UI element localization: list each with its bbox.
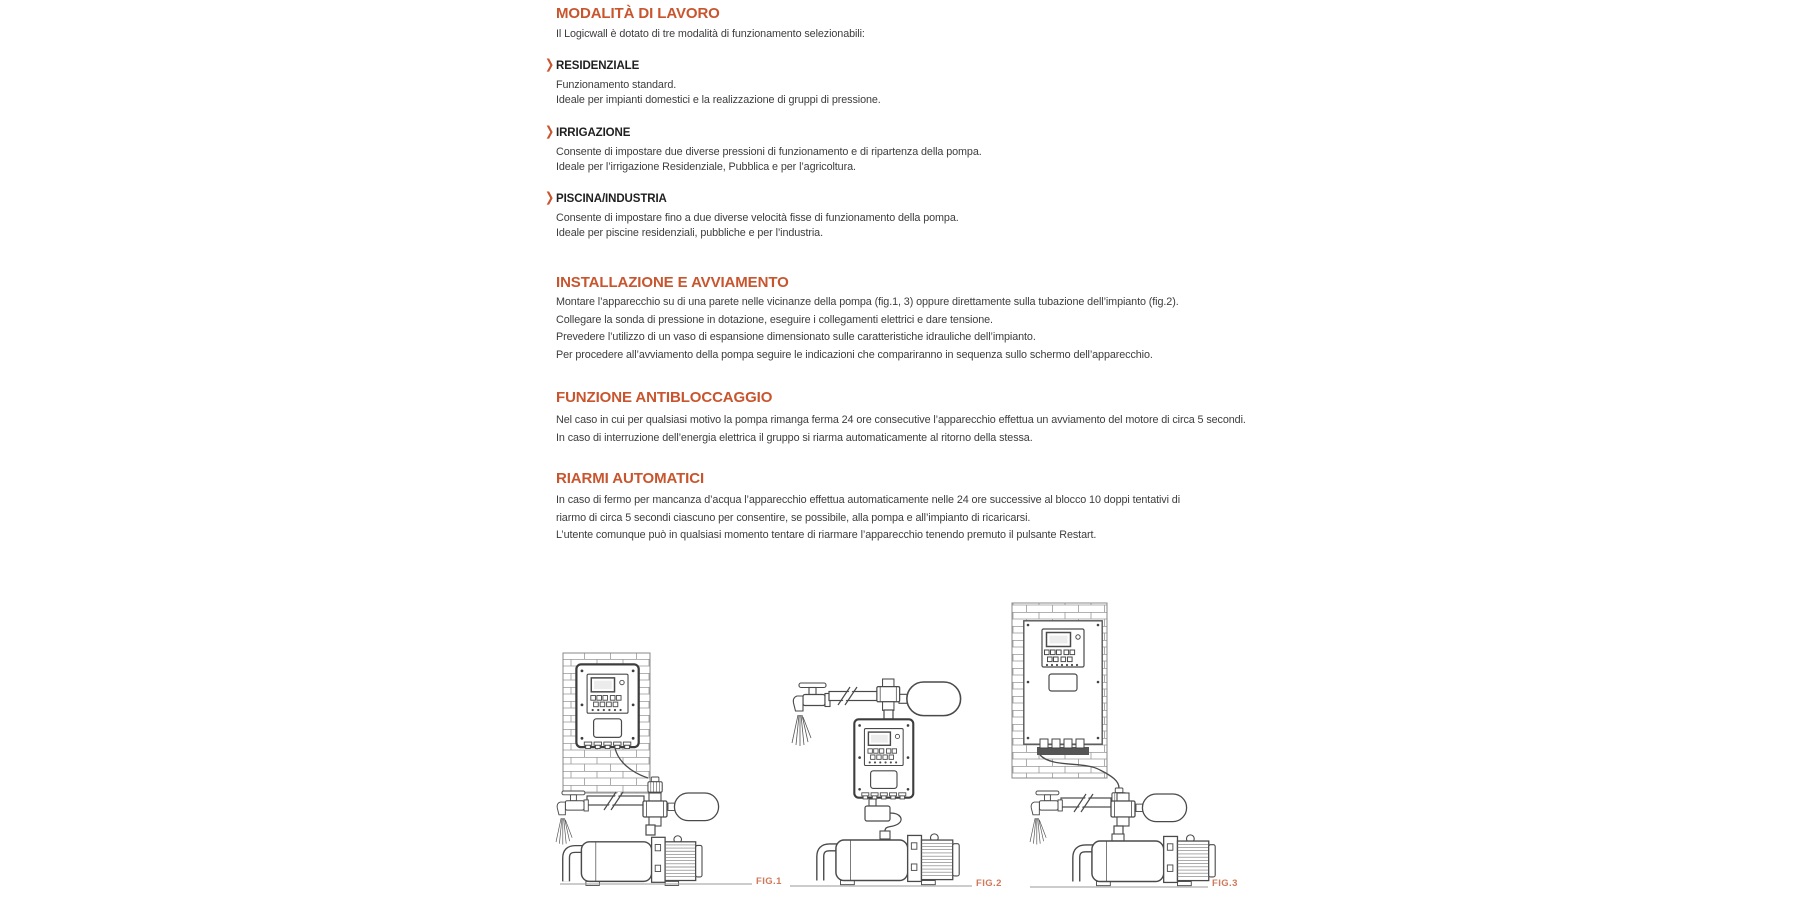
tee-fitting <box>877 679 900 710</box>
chevron-icon: ❯ <box>545 124 555 140</box>
figure-3-label: FIG.3 <box>1212 878 1238 889</box>
expansion-tank <box>668 793 719 821</box>
pump-port <box>1112 834 1124 841</box>
tap-with-spray <box>792 683 830 746</box>
figure-2-diagram <box>780 675 1010 900</box>
installazione-paragraph <box>556 294 1179 364</box>
chevron-icon: ❯ <box>545 57 555 73</box>
bullet-line: Funzionamento standard. <box>556 79 677 91</box>
bullet-residenziale <box>545 57 881 108</box>
paragraph-line: In caso di interruzione dell’energia elettrica il gruppo si riarma automaticamente al ritorno della stessa. <box>556 431 1033 444</box>
section-heading-riarmi: RIARMI AUTOMATICI <box>556 470 705 487</box>
chevron-icon: ❯ <box>545 190 555 206</box>
bullet-irrigazione <box>545 124 982 175</box>
figure-3-diagram <box>1000 598 1250 898</box>
paragraph-line: Nel caso in cui per qualsiasi motivo la pompa rimanga ferma 24 ore consecutive l’apparecchio effettua un avviamento del motore di circa 5 secondi. <box>556 414 1246 426</box>
paragraph-line: Montare l’apparecchio su di una parete nelle vicinanze della pompa (fig.1, 3) oppure direttamente sulla tubazione dell’impianto (fig.2). <box>556 296 1179 308</box>
pump-port <box>880 831 890 839</box>
paragraph-line: Collegare la sonda di pressione in dotazione, eseguire i collegamenti elettrici e dare tensione. <box>556 313 993 326</box>
pipe-stub <box>884 710 893 719</box>
section-heading-modalita: MODALITÀ DI LAVORO <box>556 5 720 22</box>
bullet-title-text: RESIDENZIALE <box>556 60 640 72</box>
antibloccaggio-paragraph <box>556 412 1246 447</box>
pump <box>820 834 959 885</box>
bullet-piscina-industria <box>545 190 959 241</box>
paragraph-line: L’utente comunque può in qualsiasi momento tentare di riarmare l’apparecchio tenendo premuto il pulsante Restart. <box>556 529 1097 541</box>
bullet-title <box>545 57 881 73</box>
pump <box>566 836 702 886</box>
pump <box>1076 835 1215 886</box>
bullet-title-text: PISCINA/INDUSTRIA <box>556 193 667 205</box>
tap-with-spray <box>1030 791 1062 845</box>
bullet-title <box>545 190 959 206</box>
bullet-line: Consente di impostare due diverse pressioni di funzionamento e di ripartenza della pompa. <box>556 146 982 158</box>
expansion-tank <box>1136 794 1187 822</box>
paragraph-line: Per procedere all’avviamento della pompa seguire le indicazioni che compariranno in sequenza sullo schermo dell’apparecchio. <box>556 348 1153 361</box>
gland-stub <box>869 799 876 806</box>
controller-panel-on-wall <box>1024 621 1102 744</box>
bullet-title-text: IRRIGAZIONE <box>556 127 631 139</box>
bullet-line: Ideale per impianti domestici e la realizzazione di gruppi di pressione. <box>556 93 881 106</box>
tee-fitting <box>643 793 667 826</box>
controller-on-pipe <box>854 719 913 799</box>
paragraph-line: riarmo di circa 5 secondi ciascuno per consentire, se possibile, alla pompa e all’impianto di ricaricarsi. <box>556 511 1031 524</box>
paragraph-line: In caso di fermo per mancanza d’acqua l’apparecchio effettua automaticamente nelle 24 ore successive al blocco 10 doppi tentativi di <box>556 494 1180 506</box>
figure-1-diagram <box>480 645 770 895</box>
bullet-line: Consente di impostare fino a due diverse velocità fisse di funzionamento della pompa. <box>556 212 959 224</box>
paragraph-line: Prevedere l’utilizzo di un vaso di espansione dimensionato sulle caratteristiche idrauliche dell’impianto. <box>556 331 1036 343</box>
tap-with-spray <box>556 791 588 845</box>
figure-2-label: FIG.2 <box>976 878 1002 889</box>
figure-1-label: FIG.1 <box>756 876 782 887</box>
bullet-line: Ideale per piscine residenziali, pubbliche e per l’industria. <box>556 226 823 239</box>
bullet-line: Ideale per l’irrigazione Residenziale, Pubblica e per l’agricoltura. <box>556 160 856 173</box>
riarmi-paragraph <box>556 492 1180 545</box>
elbow-fitting <box>865 806 890 821</box>
suction-pipe <box>829 692 879 701</box>
modalita-intro: Il Logicwall è dotato di tre modalità di funzionamento selezionabili: <box>556 28 865 40</box>
section-heading-antibloccaggio: FUNZIONE ANTIBLOCCAGGIO <box>556 389 773 406</box>
down-pipe <box>646 825 655 835</box>
expansion-tank <box>899 682 961 716</box>
section-heading-installazione: INSTALLAZIONE E AVVIAMENTO <box>556 274 789 291</box>
controller-on-wall <box>576 664 638 748</box>
bullet-title <box>545 124 982 140</box>
